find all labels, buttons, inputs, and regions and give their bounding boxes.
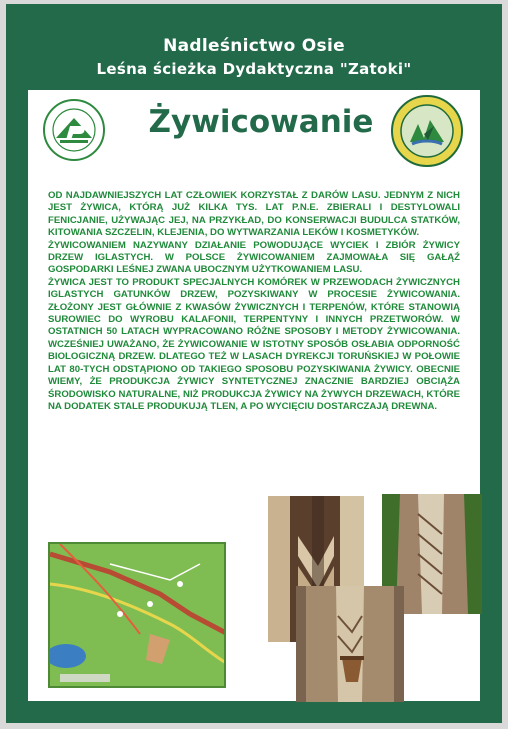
content-panel (28, 174, 480, 701)
trail-name-title: Leśna ścieżka Dydaktyczna "Zatoki" (96, 60, 412, 78)
zatoki-trail-emblem-icon (390, 94, 464, 168)
lasy-panstwowe-logo-icon (42, 98, 106, 162)
body-text (48, 190, 460, 413)
information-board (6, 4, 502, 723)
trail-map (48, 542, 226, 688)
forest-district-title: Nadleśnictwo Osie (163, 36, 345, 56)
topic-title: Żywicowanie (148, 104, 374, 140)
paragraph-history: OD NAJDAWNIEJSZYCH LAT CZŁOWIEK KORZYSTAŁ Z DARÓW LASU. JEDNYM Z NICH JEST ŻYWICA, KTÓRĄ JUŻ KILKA TYS. LAT P.N.E. ZBIERALI I DESTYLOWALI FENICJANIE, UŻYWAJĄC JEJ, NA PRZYKŁAD, DO KONSERWACJI BUDULCA STATKÓW, KITOWANIA SZCZELIN, KLEJENIA, DO WYTWARZANIA LEKÓW I KOSMETYKÓW. (48, 190, 460, 239)
paragraph-definition: ŻYWICOWANIEM NAZYWANY DZIAŁANIE POWODUJĄCE WYCIEK I ZBIÓR ŻYWICY DRZEW IGLASTYCH. W POLSCE ŻYWICOWANIEM ZAJMOWAŁA SIĘ GAŁĄŹ GOSPODARKI LEŚNEJ ZWANA UBOCZNYM UŻYTKOWANIEM LASU. (48, 239, 460, 276)
paragraph-resin: ŻYWICA JEST TO PRODUKT SPECJALNYCH KOMÓREK W PRZEWODACH ŻYWICZNYCH IGLASTYCH GATUNKÓW DRZEW, POZYSKIWANY W PROCESIE ŻYWICOWANIA. ZŁOŻONY JEST GŁÓWNIE Z KWASÓW ŻYWICZNYCH I TERPENÓW, KTÓRE STANOWIĄ SUROWIEC DO WYROBU KALAFONII, TERPENTYNY I INNYCH PRZETWORÓW. W OSTATNICH 50 LATACH WYPRACOWANO RÓŻNE SPOSOBY I METODY ŻYWICOWANIA. WCZEŚNIEJ UWAŻANO, ŻE ŻYWICOWANIE W ISTOTNY SPOSÓB OSŁABIA ODPORNOŚĆ BIOLOGICZNĄ DRZEW. DLATEGO TEŻ W LASACH DYREKCJI TORUŃSKIEJ W POŁOWIE LAT 80-TYCH ODSTĄPIONO OD TAKIEGO SPOSOBU POZYSKIWANIA ŻYWICY. OBECNIE WIEMY, ŻE PRODUKCJA ŻYWICY SYNTETYCZNEJ ZNACZNIE BARDZIEJ OBCIĄŻA ŚRODOWISKO NATURALNE, NIŻ PRODUKCJA ŻYWICY NA ŻYWYCH DRZEWACH, KTÓRE NA DODATEK STALE PRODUKUJĄ TLEN, A PO WYCIĘCIU DOSTARCZAJĄ DREWNA. (48, 276, 460, 412)
resin-collection-cup-photo (296, 586, 404, 702)
